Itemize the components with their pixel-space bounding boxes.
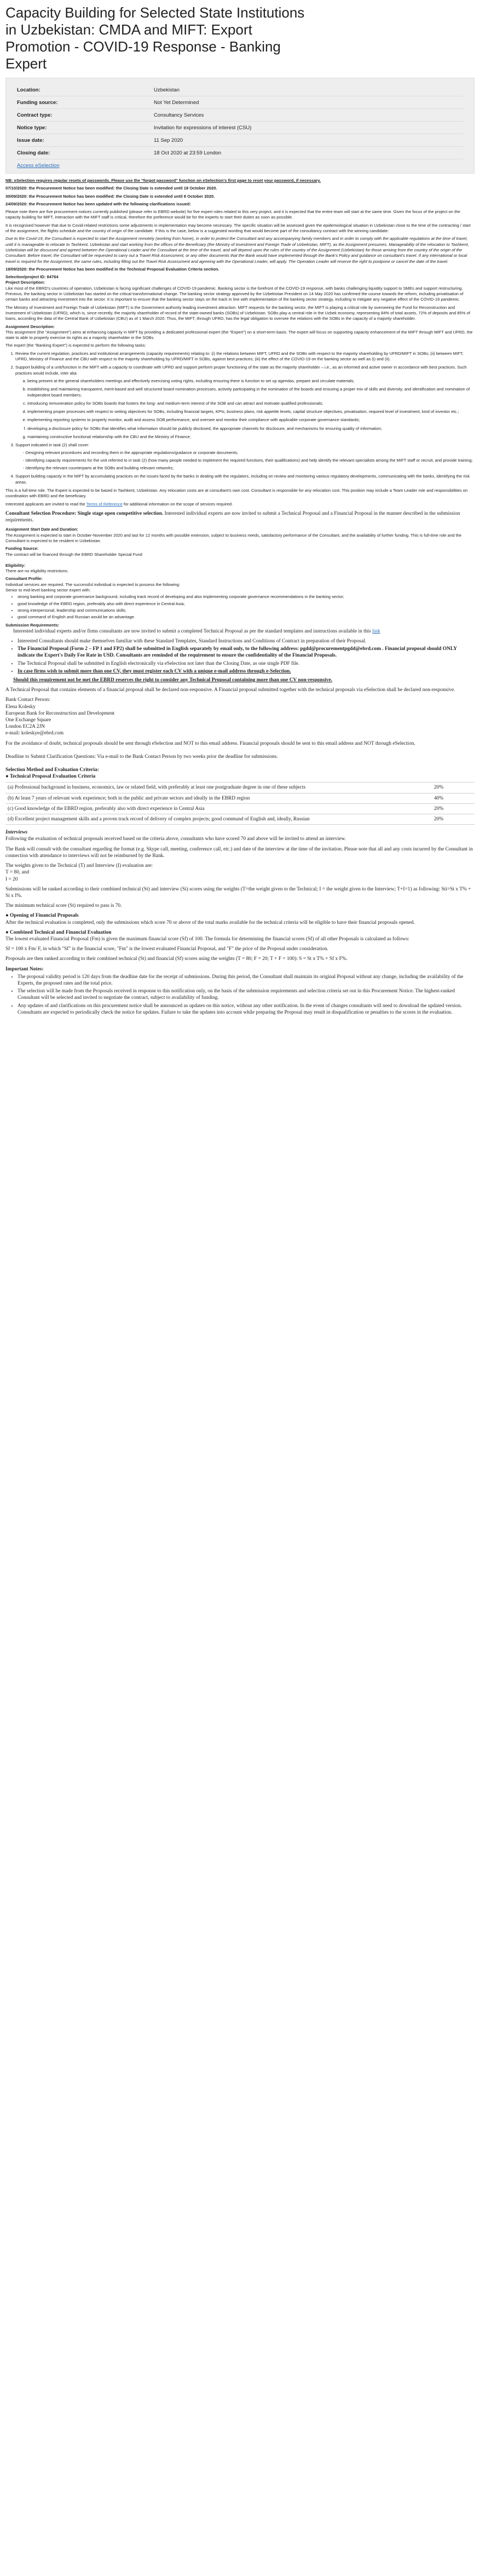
assignment-description: This assignment (the "Assignment") aims at enhancing capacity in MIFT by providing a dedicated professional expert (the "Expert") on a short-term basis. The expert will focus on supporting capacity enhancement of the MIFT through MIFT and UFRD, the state to able to properly exercise its rights as a majority shareholder in the SOBs. <box>5 329 473 341</box>
subtask-item: b. establishing and maintaining transparent, merit-based and well structured board nomination processes, actively participating in the nomination of the boards and ensuring a proper mix of skills and diversity, and identification and nomination of independent board members; <box>27 387 475 398</box>
criteria-weight: 20% <box>432 783 475 793</box>
procurement-notice-page <box>0 0 480 1016</box>
profile-sub: Senior to mid-level banking sector expert with: <box>5 588 91 593</box>
funding-heading: Funding Source: <box>5 546 39 551</box>
submission-item: • In case firms wish to submit more than one CV, they must register each CV with a unique e-mail address through e-Selection. <box>18 668 475 675</box>
info-key: Funding source: <box>17 99 58 106</box>
info-key: Location: <box>17 87 41 93</box>
project-description-heading: Project Description: <box>5 280 45 285</box>
contact-block: Bank Contact Person: <box>5 697 50 703</box>
info-row-closing-date <box>17 147 463 159</box>
update-note-4: 18/09/2020: the Procurement Notice has been modified in the Technical Proposal Evaluation Criteria section. <box>5 266 219 272</box>
contact-note: For the avoidance of doubt, technical proposals should be sent through eSelection and NOT to this email address. Financial proposals should be sent to this email address and NOT through eSelection. <box>5 740 415 746</box>
criteria-weight: 40% <box>432 793 475 803</box>
criteria-table <box>5 782 475 825</box>
contact-email[interactable]: e-mail: koleskye@ebrd.com <box>5 731 63 737</box>
update-note-1: 07/10/2020: the Procurement Notice has been modified: the Closing Date is extended until 18 October 2020. <box>5 186 217 191</box>
full-time-note: This is a full-time role. The Expert is expected to be based in Tashkent, Uzbekistan. Any relocation costs are at consultant's own cost. Consultant is responsible for any relocation cost. This position may include a Team Leader role and responsibilities on coordination with EBRD and the beneficiary. <box>5 488 468 499</box>
submission-item: • The Technical Proposal shall be submitted in English electronically via eSelection not later than the Closing Date, as one single PDF file. <box>18 660 475 667</box>
eligibility-text: There are no eligibility restrictions. <box>5 568 69 574</box>
submission-heading: Submission Requirements: <box>5 622 60 628</box>
contact-details <box>5 704 475 737</box>
contact-address-1: One Exchange Square <box>5 717 51 723</box>
notice-body <box>5 178 475 507</box>
subtask-item: a. being present at the general shareholders meetings and effectively exercising voting rights, including ensuring there is function to set up agendas, prepare and circulate materials; <box>27 378 475 384</box>
important-item: • Any updates of and clarifications on this procurement notice shall be announced as updates on this notice, without any other notification. In the event of changes consultants will need to download the updated version. Consultants are expected to periodically check the notice for updates. Failure to take the updates into account while preparing the Proposal may result in disqualification or penalties to the scores in the evaluation. <box>18 1003 475 1016</box>
contact-org: European Bank for Reconstruction and Development <box>5 710 115 716</box>
task-item: 3. Support indicated in task (2) shall cover: - Designing relevant procedures and recording them in the appropriate regulations/guidance or corporate documents; - Identifying capacity requirements for the unit referred to in task (2) (how many people needed to implement the required functions, their qualifications) and help identify the relevant specialists among the MIFT staff or recruit, and provide training; - Identifying the relevant counterparts at the SOBs and building relevant networks; <box>15 442 475 471</box>
non-responsive-note: A Technical Proposal that contains elements of a financial proposal shall be declared non-responsive. A Financial proposal submitted together with the technical proposals via eSelection shall be declared non-responsive. <box>5 687 455 693</box>
subtask-item: g. maintaining constructive functional relationship with the CBU and the Ministry of Finance; <box>27 434 475 440</box>
funding-text: The contract will be financed through the EBRD Shareholder Special Fund <box>5 551 142 557</box>
password-note: NB: eSelection requires regular resets of passwords. Please use the "forgot password" function on eSelection's first page to reset your password, if necessary. <box>5 178 321 183</box>
submission-intro: Interested individual experts and/or firms consultants are now invited to submit a completed Technical Proposal as per the standard templates and instructions available in this link <box>13 628 380 634</box>
update-note-3: 24/09/2020: the Procurement Notice has been updated with the following clarifications issued: <box>5 201 191 206</box>
important-item: • The selection will be made from the Proposals received in response to this notification only, on the basis of the submission requirements and selection criteria set out in this Procurement Notice. The highest-ranked Consultant will be selected and invited to negotiate the contract, subject to availability of funding. <box>18 988 475 1001</box>
task3-item: - Designing relevant procedures and recording them in the appropriate regulations/guidance or corporate documents; <box>23 450 475 456</box>
ranked-text: Proposals are then ranked according to their combined technical (St) and financial (Sf) scores using the weights (T = 80; F = 20; T + F = 100): S = St x T% + Sf x F%. <box>5 956 348 962</box>
info-row-notice-type <box>17 122 463 134</box>
criteria-heading: Selection Method and Evaluation Criteria: <box>5 767 99 773</box>
weights-values: T = 80, and I = 20 <box>5 870 30 882</box>
subtask-item: e. implementing reporting systems to properly monitor, audit and assess SOB performance, and oversee and monitor their compliance with applicable corporate governance standards; <box>27 417 475 423</box>
info-key: Notice type: <box>17 124 47 131</box>
submission-warning: Should this requirement not be met the EBRD reserves the right to consider any Technical Proposal containing more than one CV non-responsive. <box>13 677 333 683</box>
profile-item: • strong interpersonal, leadership and communications skills; <box>18 608 475 613</box>
profile-item: • good knowledge of the EBRD region, preferably also with direct experience in Central Asia; <box>18 601 475 607</box>
banking-expert-intro: The expert (the "Banking Expert") is expected to perform the following tasks: <box>5 343 146 348</box>
combined-eval-text: The lowest evaluated Financial Proposal (Fm) is given the maximum financial score (Sf) of 100. The formula for determining the financial scores (Sf) of all other Proposals is calculated as follows: <box>5 936 409 942</box>
contact-address-2: London EC2A 2JN <box>5 724 45 730</box>
eligibility-heading: Eligibility: <box>5 562 26 568</box>
task-item: 2. Support building of a unit/function in the MIFT with a capacity to coordinate with UFRD and support perform proper functioning of the state as the majority shareholder – i.e., as an informed and active owner in accordance with best practices. Such practices would include, inter alia: a. being present at the general shareholders meetings and effectively exercising voting rights, including ensuring there is function to set up agendas, prepare and circulate materials; b. establishing and maintaining transparent, merit-based and well structured board nomination processes, actively participating in the nomination of the boards and ensuring a proper mix of skills and diversity, and identification and nomination of independent board members; c. introducing remuneration policy for SOBs boards that fosters the long- and medium-term interest of the SOB and can attract and motivate qualified professionals; d. implementing proper processes with respect to setting objectives for SOBs, including financial targets, KPIs, business plans, risk appetite levels, capital structure objectives, privatisation, required level of investment, kind of investor etc.; e. implementing reporting systems to properly monitor, audit and assess SOB performance, and oversee and monitor their compliance with applicable corporate governance standards; f. developing a disclosure policy for SOBs that identifies what information should be publicly disclosed, the appropriate channels for disclosure, and mechanisms for ensuring quality of information; g. maintaining constructive functional relationship with the CBU and the Ministry of Finance; <box>15 365 475 440</box>
project-description: Like most of the EBRD's countries of operation, Uzbekistan is facing significant challenges of COVID-19 pandemic. Banking sector is the forefront of the COVID-19 response, with banks challenging liquidity support to SMEs and support restructuring. Previous, the banking sector in Uzbekistan has started on the critical transformational change. The banking sector strategy approved by the Uzbekistan President on 14 May 2020 has confirmed the course towards the reform, including privatisation of certain banks and attracting investment into the sector. It is important to ensure that the banking sector stays on the track in line with implementation of the banking sector strategy, including to mitigate any negative effect of the COVID-19 pandemic. <box>5 285 464 302</box>
criteria-weight: 20% <box>432 814 475 825</box>
subtask-list <box>15 378 475 440</box>
submission-item: • Interested Consultants should make themselves familiar with these Standard Templates, Standard Instructions and Conditions of Contract in preparation of their Proposal. <box>18 638 475 645</box>
important-heading: Important Notes: <box>5 966 44 972</box>
page-title: Capacity Building for Selected State Institutions in Uzbekistan: CMDA and MIFT: Export Promotion - COVID-19 Response - Banking Expert <box>5 4 305 72</box>
subtask-item: c. introducing remuneration policy for SOBs boards that fosters the long- and medium-term interest of the SOB and can attract and motivate qualified professionals; <box>27 401 475 406</box>
clarification-paragraph-1: Please note there are five procurement notices currently published (please refer to EBRD website) for five expert roles related to this very project, and it is expected that the entire team will start at the same time. Given the focus of the project on the capacity building for MIFT, interaction with the MIFT staff is critical, therefore the preference would be for the experts to start their duties as soon as possible. <box>5 209 460 220</box>
table-row <box>5 793 475 803</box>
assignment-start-section <box>5 527 475 628</box>
criteria-weight: 20% <box>432 803 475 814</box>
important-list <box>5 974 475 1016</box>
table-row <box>5 783 475 793</box>
profile-text: Individual services are required. The successful individual is expected to possess the following: <box>5 582 180 587</box>
interview-note: The Bank will consult with the consultant regarding the format (e.g. Skype call, meeting, conference call, etc.) and date of the interview at the time of the invitation. Please note that all and any costs incurred by the Consultant in connection with attendance to interviews will not be reimbursed by the Bank. <box>5 846 473 859</box>
submission-item: • The Financial Proposal (Form 2 – FP 1 and FP2) shall be submitted in English separately by email only, to the following address: pgdd@procurementpgdd@ebrd.com . Financial proposal should ONLY indicate the Expert's Daily Fee Rate in USD. Consultants are reminded of the requirement to ensure the confidentiality of the Financial Proposals. <box>18 646 475 659</box>
table-row <box>5 814 475 825</box>
task-item: 1. Review the current regulation, practices and institutional arrangements (capacity requirements) relating to: (i) the relations between MIFT, UFRD and the SOBs with respect to the majority shareholding by UFRD/MIFT in SOBs; (ii) between MIFT, UFRD, Ministry of Finance and the CBU with respect to the majority shareholding by UFRD/MIFT in SOBs, against best practices; (iii) the effect of the COVID-19 on the banking sector as well as (i) and (ii). <box>15 351 475 363</box>
info-value: Uzbekistan <box>154 87 180 93</box>
criteria-label: (d) Excellent project management skills and a proven track record of delivery of complex projects; good command of English and, ideally, Russian <box>5 814 432 825</box>
info-value: Not Yet Determined <box>154 99 199 106</box>
assignment-description-heading: Assignment Description: <box>5 324 55 329</box>
info-value: 11 Sep 2020 <box>154 137 183 143</box>
templates-link[interactable]: link <box>372 628 380 634</box>
formula-text: Sf = 100 x Fm/ F, in which "Sf" is the financial score, "Fm" is the lowest evaluated Financial Proposal, and "F" the price of the Proposal under consideration. <box>5 946 328 952</box>
access-eselection-link[interactable]: Access eSelection <box>17 163 60 169</box>
notice-info-panel <box>5 78 475 174</box>
info-key: Contract type: <box>17 112 53 118</box>
task-item: 4. Support building capacity in the MIFT by accumulating practices on the issues faced by the banks in dealing with the regulators, including on review and monitoring various regulatory developments, communicating with the banks, identifying the risk areas. <box>15 474 475 485</box>
task3-item: - Identifying capacity requirements for the unit referred to in task (2) (how many people needed to implement the required functions, their qualifications) and help identify the relevant specialists among the MIFT staff or recruit, and provide training; <box>23 458 475 463</box>
task-list <box>5 351 475 485</box>
terms-of-reference-link[interactable]: Terms of Reference <box>86 501 123 507</box>
criteria-label: (c) Good knowledge of the EBRD region, preferably also with direct experience in Central Asia <box>5 803 432 814</box>
subtask-item: f. developing a disclosure policy for SOBs that identifies what information should be publicly disclosed, the appropriate channels for disclosure, and mechanisms for ensuring quality of information; <box>27 426 475 432</box>
info-row-contract-type <box>17 109 463 122</box>
profile-heading: Consultant Profile: <box>5 576 43 582</box>
consultant-selection-procedure: Consultant Selection Procedure: Single stage open competitive selection. Interested individual experts are now invited to submit a Technical Proposal and a Financial Proposal in the manner described in the submission requirements. <box>5 510 460 524</box>
selection-section <box>5 510 475 524</box>
profile-item: • strong banking and corporate governance background, including track record of developing and also implementing corporate governance recommendations in the banking sector; <box>18 594 475 600</box>
opening-text: After the technical evaluation is completed, only the submissions which score 70 or above of the total marks available for the technical criteria will be eligible to have their financial proposals opened. <box>5 919 415 925</box>
selection-id: Selection/project ID: 84764 <box>5 274 59 280</box>
info-value: Invitation for expressions of interest (CSU) <box>154 124 252 131</box>
subtask-item: d. implementing proper processes with respect to setting objectives for SOBs, including financial targets, KPIs, business plans, risk appetite levels, capital structure objectives, privatisation, required level of investment, kind of investor etc.; <box>27 409 475 415</box>
info-value: 18 Oct 2020 at 23:59 London <box>154 150 222 156</box>
task3-item: - Identifying the relevant counterparts at the SOBs and building relevant networks; <box>23 465 475 471</box>
info-key: Issue date: <box>17 137 44 143</box>
submission-list <box>5 638 475 675</box>
task3-list <box>15 450 475 472</box>
info-value: Consultancy Services <box>154 112 204 118</box>
profile-list <box>5 594 475 620</box>
info-row-issue-date <box>17 134 463 147</box>
update-note-2: 30/09/2020: the Procurement Notice has been modified: the Closing Date is extended until 8 October 2020. <box>5 193 215 199</box>
terms-of-reference-line: Interested applicants are invited to read the Terms of Reference for additional information on the scope of services required. <box>5 501 233 507</box>
clarification-deadline: Deadline to Submit Clarification Questions: Via e-mail to the Bank Contact Person by two weeks prior the deadline for submissions. <box>5 754 278 760</box>
info-key: Closing date: <box>17 150 50 156</box>
start-text: The Assignment is expected to start in October-November 2020 and last for 12 months with possible extension, subject to business needs, satisfactory performance of the Consultant, and the availability of further funding. This is full-time role and the Consultant is expected to be resident in Uzbekistan. <box>5 532 462 543</box>
info-row-location <box>17 84 463 96</box>
profile-item: • good command of English and Russian would be an advantage. <box>18 614 475 620</box>
minimum-score: The minimum technical score (St) required to pass is 70. <box>5 903 122 909</box>
opening-heading: ● Opening of Financial Proposals <box>5 913 79 919</box>
clarification-paragraph-3: Due to the Covid-19, the Consultant is expected to start the Assignment remotely (working from home), in order to protect the Consultant and any accompanying family members and in order to comply with the applicable regulations at the time of travel, until it is manageable to relocate to Tashkent, Uzbekistan and start working from the offices of the Beneficiary (the Ministry of Investment and Foreign Trade of Uzbekistan, MIFT), as the Assignment presumes. Manageability of the relocation to Tashkent, Uzbekistan will be discussed and agreed between the Operational Leader and the Consultant at the time of the travel, and will depend upon the rules of the country of the Assignment (Uzbekistan) for those arriving from the country of the origin of the Consultant. Before travel, the Consultant will be requested to carry out a Travel Risk Assessment, or any other documents that the Bank would have implemented through the Bank's Policy and guidance on consultant's travel. If any international or local travel is required for the Assignment, the same rules, including filling out the Travel Risk Assessment and agreeing with the Operational Leader, will apply. The Operation Leader will reserve the right to postpone or cancel the date of the travel. <box>5 236 469 264</box>
criteria-label: (a) Professional background in business, economics, law or related field, with preferably at least one postgraduate degree in one of these subjects <box>5 783 432 793</box>
start-heading: Assignment Start Date and Duration: <box>5 527 78 532</box>
criteria-label: (b) At least 7 years of relevant work experience; both in the public and private sectors and ideally in the EBRD region <box>5 793 432 803</box>
contact-name: Elena Kolesky <box>5 704 36 710</box>
clarification-paragraph-2: It is recognised however that due to Covid-related restrictions some adjustments in implementation may become necessary. The specific situation will be assessed given the epidemiological situation in Uzbekistan close to the time of the contracting / start of the assignment, the flights schedule and the country of origin of the candidate. If this is the case, below is a suggested wording that would become part of the consultancy contract with the winning candidate: <box>5 222 471 234</box>
table-row <box>5 803 475 814</box>
info-row-funding-source <box>17 96 463 109</box>
criteria-subheading: ● Technical Proposal Evaluation Criteria <box>5 774 96 780</box>
important-item: • The proposal validity period is 120 days from the deadline date for the receipt of submissions. During this period, the Consultant shall maintain its original Proposal without any change, including the availability of the Experts, the proposed rates and the total price. <box>18 974 475 987</box>
project-description-2: The Ministry of Investment and Foreign Trade of Uzbekistan (MIFT) is the Government authority leading investment attraction. MIFT requests for the banking sector, the MIFT is playing a critical role by overseeing the Fund for Reconstruction and Investment of Uzbekistan (UFRD), which is, since recently, the majority shareholder of record of the state-owned banks (SOBs) of Uzbekistan. SOBs play a central role in the Uzbek economy, representing 84% of total assets, 72% of deposits and 85% of loans, according the data of the Central Bank of Uzbekistan (CBU) as of 1 March 2020. Thus, the MIFT, through UFRD, has the legal obligation to oversee the relations with the SOBs in the capacity of a majority shareholder. <box>5 304 470 321</box>
submission-section <box>5 628 475 1016</box>
interviews-text: Following the evaluation of technical proposals received based on the criteria above, consultants who have scored 70 and above will be invited to attend an interview. <box>5 836 346 842</box>
interviews-heading: Interviews <box>5 830 28 836</box>
combined-score-text: Submissions will be ranked according to their combined technical (St) and interview (Si) scores using the weights (T=the weight given to the Technical; I = the weight given to the Interview; T+I=1) as following: Sti=St x T% + Si x I%. <box>5 886 471 899</box>
weights-text: The weights given to the Technical (T) and Interview (I) evaluation are: <box>5 863 153 869</box>
combined-heading: ● Combined Technical and Financial Evaluation <box>5 929 112 935</box>
